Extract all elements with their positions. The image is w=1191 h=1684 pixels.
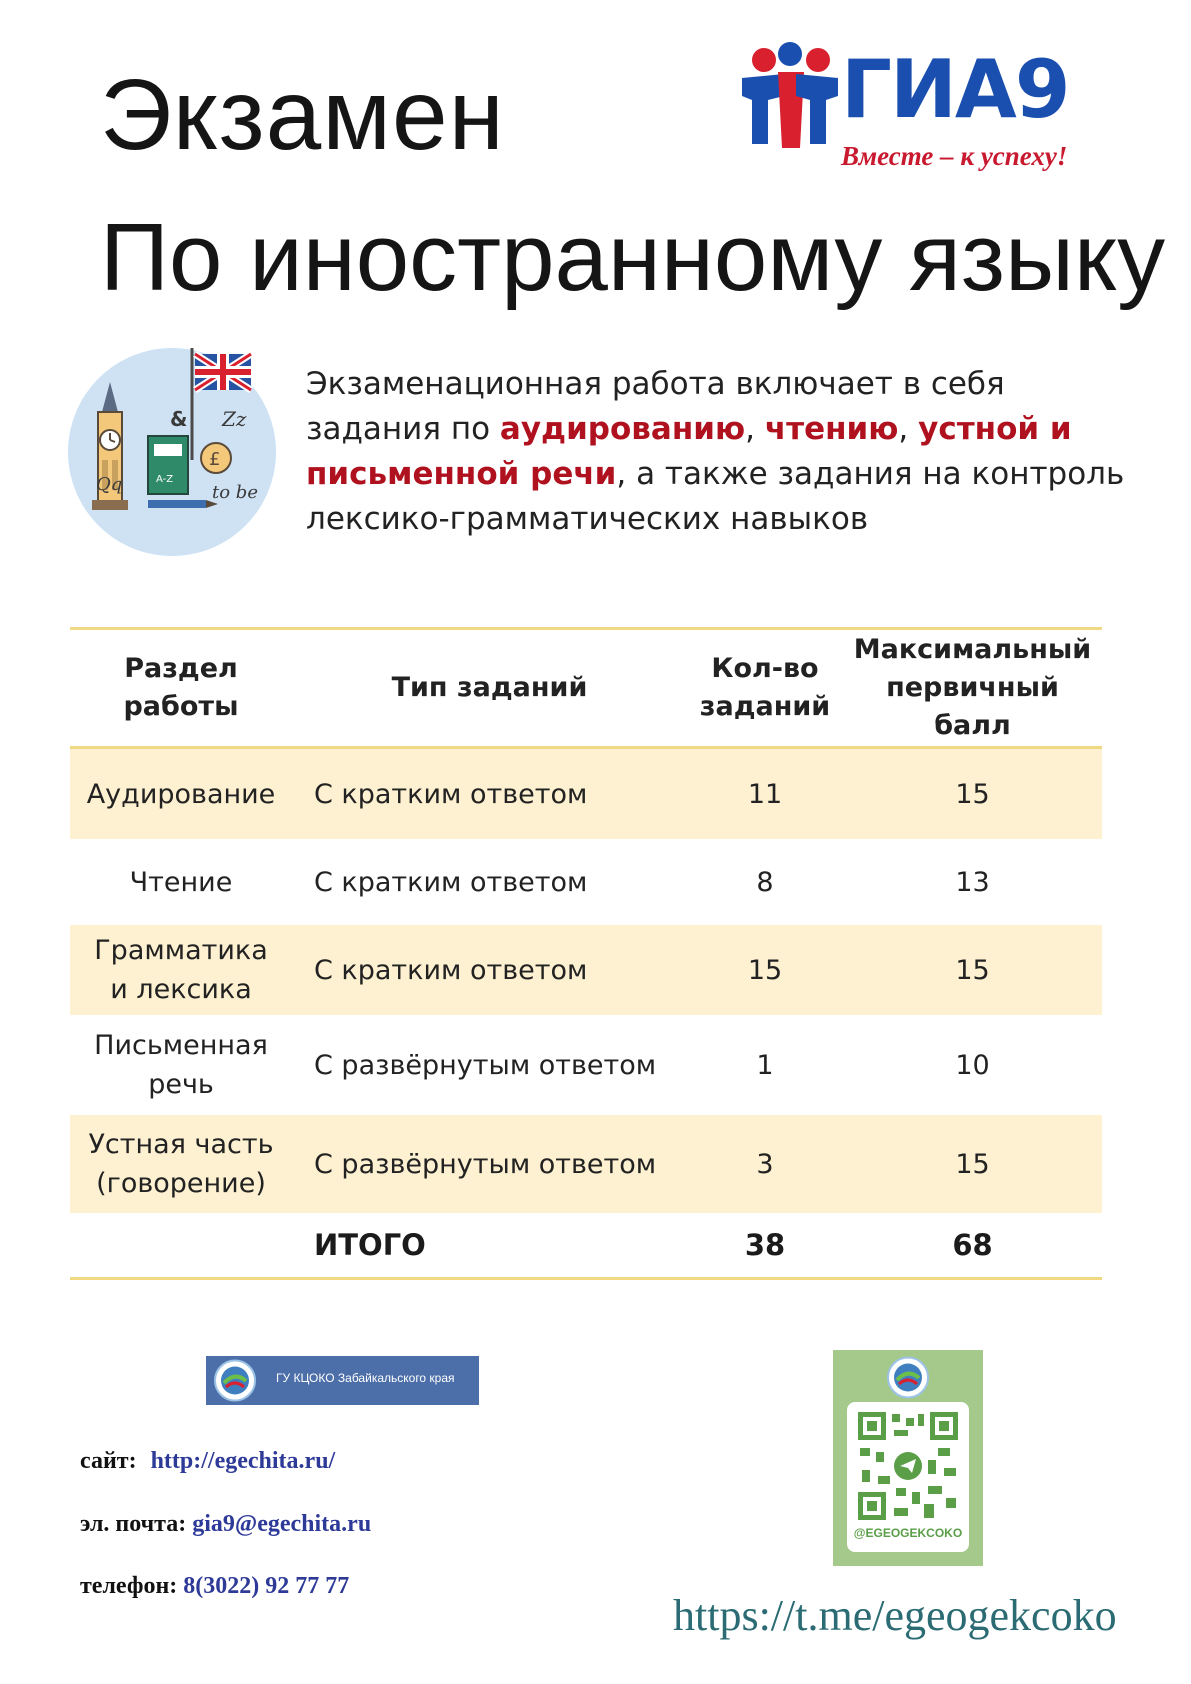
cell-total-max: 68 <box>952 1227 993 1262</box>
cell-type: С развёрнутым ответом <box>314 1049 657 1081</box>
header-section: Раздел работы <box>123 653 239 722</box>
qr-code-icon[interactable] <box>858 1412 958 1520</box>
cell-max: 15 <box>843 925 1102 1015</box>
illustration-letters-qq: Qq <box>96 474 123 495</box>
intro-text: , <box>745 411 765 447</box>
cell-type: С кратким ответом <box>314 866 588 898</box>
logo-wordmark: ГИА9 <box>841 43 1069 136</box>
illustration-letters-amp: & <box>170 407 188 431</box>
intro-text: , <box>898 411 919 447</box>
contact-site <box>80 1448 335 1475</box>
cell-total-empty <box>70 1213 292 1279</box>
phone-number: 8(3022) 92 77 77 <box>183 1573 350 1599</box>
contact-phone <box>80 1573 349 1600</box>
people-figures-icon <box>738 40 842 150</box>
language-learning-illustration <box>62 340 282 560</box>
cell-section: Письменная речь <box>94 1030 268 1100</box>
illustration-letters-az: A-Z <box>156 474 174 485</box>
intro-highlight-listening: аудированию <box>499 411 746 447</box>
pen-icon <box>148 500 218 508</box>
org-emblem-icon <box>885 1356 931 1399</box>
cell-max: 15 <box>843 1115 1102 1213</box>
page-title-line2: По иностранному языку <box>100 204 1166 311</box>
cell-max: 10 <box>955 1049 990 1081</box>
telegram-link[interactable]: https://t.me/egeogekcoko <box>673 1591 1117 1640</box>
table-row <box>70 925 1102 1015</box>
org-banner <box>206 1356 479 1405</box>
cell-section: Чтение <box>129 866 233 898</box>
intro-text: Экзаменационная работа включает в себя задания по <box>306 366 1005 447</box>
cell-section: Устная часть (говорение) <box>70 1115 292 1213</box>
table-total-row <box>70 1213 1102 1279</box>
phone-label: телефон: <box>80 1573 178 1599</box>
header-max-score: Максимальный первичный балл <box>853 634 1092 741</box>
cell-type: С развёрнутым ответом <box>292 1115 687 1213</box>
intro-highlight-reading: чтению <box>764 411 899 447</box>
cell-count: 11 <box>687 748 843 840</box>
table-row <box>70 839 1102 925</box>
org-emblem-icon <box>212 1359 258 1402</box>
contact-mail <box>80 1511 371 1538</box>
pound-coin-icon <box>201 443 231 473</box>
mail-link[interactable]: gia9@egechita.ru <box>192 1511 372 1537</box>
header-type: Тип заданий <box>391 672 588 703</box>
cell-total-label: ИТОГО <box>314 1227 426 1262</box>
intro-text: , а также задания на контроль лексико-грамматических навыков <box>306 456 1125 537</box>
table-row <box>70 1115 1102 1213</box>
book-icon <box>148 436 188 494</box>
site-label: сайт: <box>80 1448 137 1474</box>
logo-slogan: Вместе – к успеху! <box>841 141 1068 171</box>
intro-paragraph <box>306 362 1126 542</box>
org-name: ГУ КЦОКО Забайкальского края <box>276 1371 455 1385</box>
intro-highlight-speech: устной и письменной речи <box>306 411 1072 492</box>
cell-max: 13 <box>955 866 990 898</box>
illustration-letters-tobe: to be <box>212 482 258 503</box>
cell-max: 15 <box>843 748 1102 840</box>
illustration-letters-zz: Zz <box>222 407 247 431</box>
cell-type: С кратким ответом <box>292 748 687 840</box>
table-row <box>70 748 1102 840</box>
cell-section: Грамматика и лексика <box>70 925 292 1015</box>
qr-handle: @EGEOGEKCOKO <box>853 1526 963 1540</box>
exam-structure-table <box>70 627 1102 1280</box>
mail-label: эл. почта: <box>80 1511 187 1537</box>
gia9-logo <box>738 40 1108 180</box>
cell-total-count: 38 <box>744 1227 786 1262</box>
cell-section: Аудирование <box>70 748 292 840</box>
cell-count: 15 <box>687 925 843 1015</box>
svg-text:£: £ <box>209 449 221 470</box>
header-count: Кол-во заданий <box>699 653 831 722</box>
cell-count: 8 <box>756 866 774 898</box>
cell-count: 3 <box>687 1115 843 1213</box>
cell-count: 1 <box>756 1049 774 1081</box>
table-row <box>70 1015 1102 1115</box>
qr-panel <box>847 1402 969 1552</box>
table-header-row <box>70 629 1102 748</box>
site-link[interactable]: http://egechita.ru/ <box>150 1448 336 1474</box>
cell-type: С кратким ответом <box>292 925 687 1015</box>
qr-card <box>833 1350 983 1566</box>
page-title-line1: Экзамен <box>100 59 505 171</box>
